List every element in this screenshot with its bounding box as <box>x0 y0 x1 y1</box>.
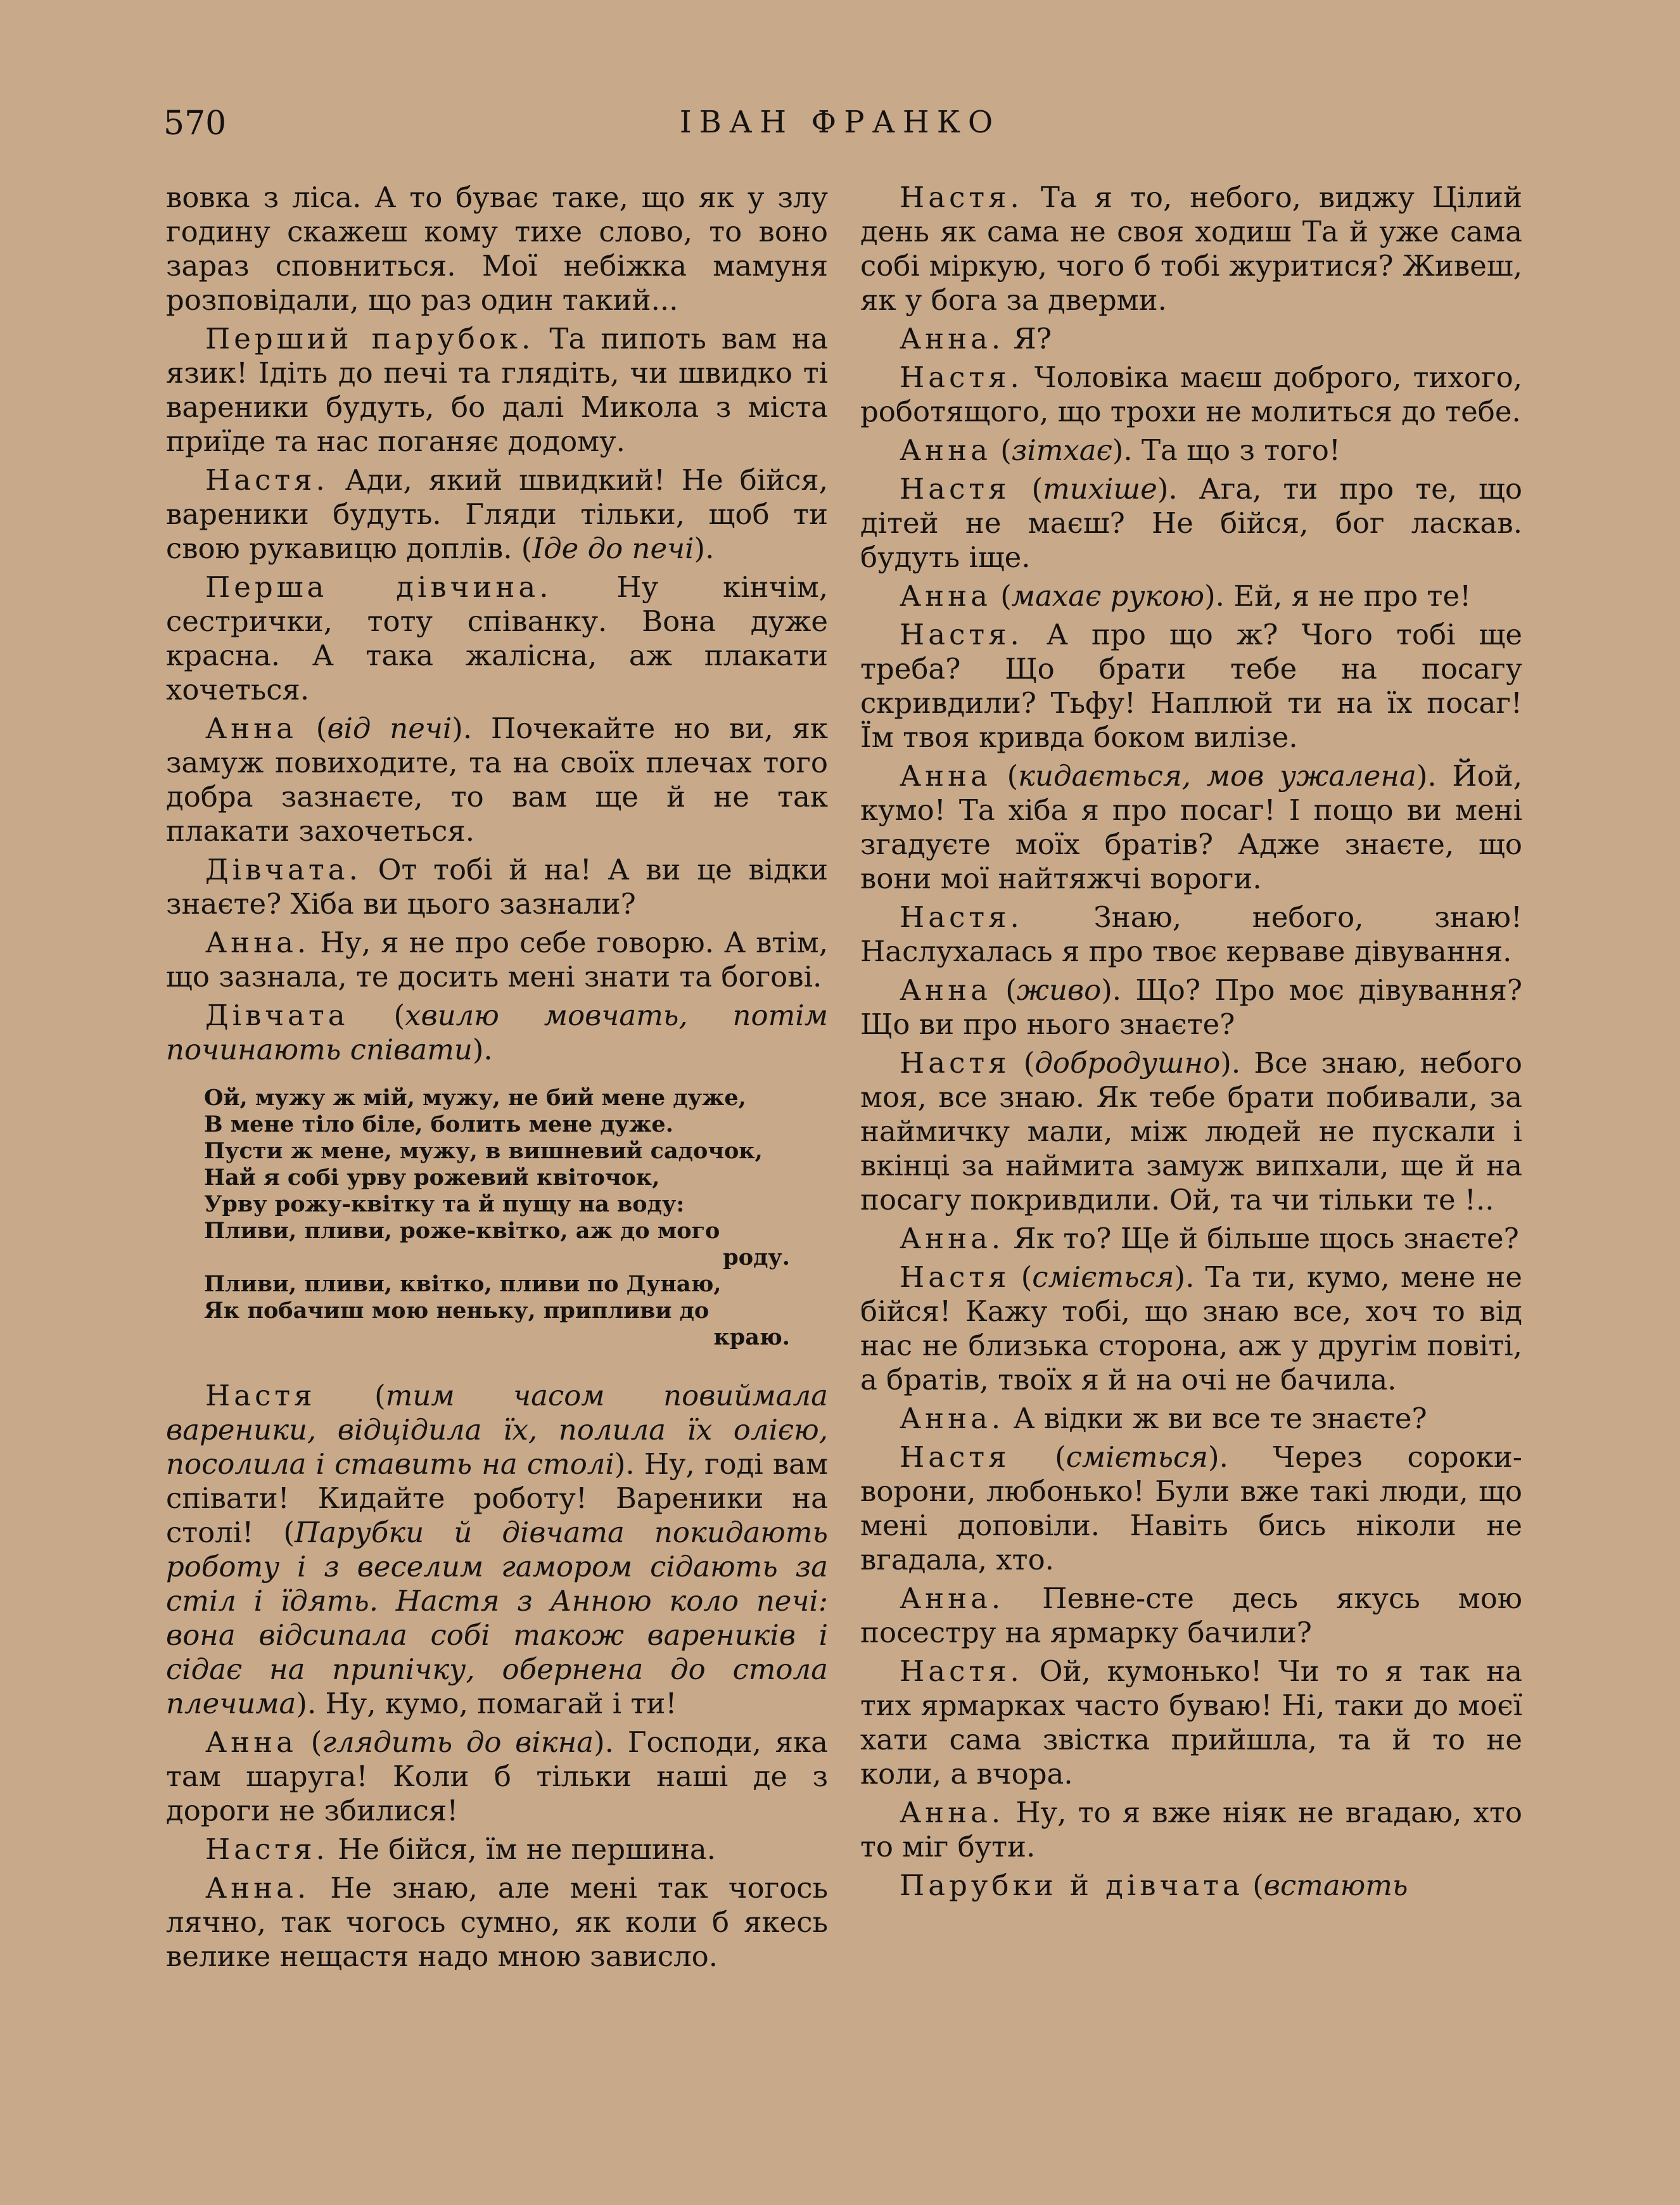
dialogue-paragraph <box>166 712 828 848</box>
dialogue-text: Ну, то я вже ніяк не вгадаю, хто то міг бути. <box>860 1796 1522 1863</box>
dialogue-paragraph <box>166 1725 828 1828</box>
song-line: Пливи, пливи, роже-квітко, аж до мого <box>204 1218 720 1244</box>
dialogue-paragraph <box>860 1582 1522 1650</box>
dialogue-text: ). Через сороки-ворони, любонько! Були вже такі люди, що мені доповіли. Навіть бись ніколи не вгадала, хто. <box>860 1440 1522 1576</box>
dialogue-text: Певне-сте десь якусь мою посестру на ярмарку бачили? <box>860 1582 1522 1649</box>
song-line: роду. <box>723 1244 790 1270</box>
dialogue-text: ( <box>296 712 328 745</box>
dialogue-text: От тобі й на! А ви це відки знаєте? Хіба ви цього зазнали? <box>166 853 828 921</box>
dialogue-text: Як то? Ще й більше щось знаєте? <box>1004 1222 1519 1255</box>
speaker-name: Настя. <box>900 618 1023 651</box>
song-line: В мене тіло біле, болить мене дуже. <box>204 1111 673 1137</box>
page-header <box>0 105 1680 155</box>
dialogue-paragraph <box>860 1654 1522 1791</box>
dialogue-paragraph <box>166 322 828 459</box>
dialogue-text: Чоловіка маєш доброго, тихого, роботящого, що трохи не молиться до тебе. <box>860 361 1522 428</box>
stage-direction: сміється <box>1066 1440 1209 1474</box>
dialogue-text: ( <box>991 579 1012 613</box>
dialogue-text: ). Та що з того! <box>1112 433 1340 467</box>
speaker-name: Перша дівчина. <box>205 570 552 604</box>
stage-direction: сміється <box>1032 1260 1174 1294</box>
stage-direction: махає рукою <box>1011 579 1205 613</box>
speaker-name: Дівчата <box>205 999 349 1032</box>
stage-direction: зітхає <box>1011 433 1112 467</box>
song-line: Най я собі урву рожевий квіточок, <box>204 1165 660 1191</box>
dialogue-text: ). Ага, ти про те, що дітей не маєш? Не бійся, бог ласкав. будуть іще. <box>860 472 1522 574</box>
speaker-name: Настя <box>900 1440 1010 1474</box>
dialogue-text: Та пипоть вам на язик! Ідіть до печі та глядіть, чи швидко ті вареники будуть, бо далі Микола з міста приїде та нас поганяє додому. <box>166 322 829 458</box>
dialogue-paragraph <box>166 570 828 707</box>
dialogue-paragraph <box>860 579 1522 613</box>
dialogue-paragraph <box>166 1871 828 1974</box>
dialogue-paragraph <box>860 361 1522 429</box>
stage-direction: глядить до вікна <box>322 1725 594 1759</box>
speaker-name: Настя <box>900 1046 1010 1080</box>
song-line: Урву рожу-квітку та й пущу на воду: <box>204 1191 685 1217</box>
running-title: ІВАН ФРАНКО <box>679 105 1001 140</box>
dialogue-text: Ну кінчім, сестрички, тоту співанку. Вона дуже красна. А така жалісна, аж плакати хочеться. <box>166 570 829 706</box>
dialogue-text: Ну, я не про себе говорю. А втім, що зазнала, те досить мені знати та богові. <box>166 926 828 994</box>
speaker-name: Анна. <box>900 1796 1005 1829</box>
speaker-name: Настя. <box>900 900 1023 934</box>
dialogue-text: ( <box>1010 1260 1033 1294</box>
stage-direction: живо <box>1016 973 1102 1007</box>
dialogue-text: ( <box>991 759 1019 793</box>
dialogue-text: ). <box>694 532 715 565</box>
dialogue-paragraph <box>166 1832 828 1867</box>
speaker-name: Анна. <box>205 1871 310 1905</box>
speaker-name: Анна <box>205 1725 297 1759</box>
dialogue-text: Ой, кумонько! Чи то я так на тих ярмарках часто буваю! Ні, таки до моєї хати сама звістка прийшла, та й то не коли, а вчора. <box>860 1654 1522 1791</box>
dialogue-text: ( <box>1010 1046 1035 1080</box>
dialogue-paragraph <box>860 1796 1522 1864</box>
song-verse <box>204 1085 828 1351</box>
dialogue-text: вовка з ліса. А то буває таке, що як у злу годину скажеш кому тихе слово, то воно зараз сповниться. Мої небіжка мамуня розповідали, що раз один такий... <box>166 181 828 317</box>
dialogue-text: ). Ну, кумо, помагай і ти! <box>296 1687 677 1720</box>
dialogue-text: ). Ей, я не про те! <box>1204 579 1472 613</box>
dialogue-text: ). Що? Про моє дівування? Що ви про нього знаєте? <box>860 973 1522 1041</box>
dialogue-paragraph <box>860 900 1522 969</box>
dialogue-text: Знаю, небого, знаю! Наслухалась я про твоє керваве дівування. <box>860 900 1522 968</box>
dialogue-text: А відки ж ви все те знаєте? <box>1004 1402 1427 1435</box>
dialogue-paragraph <box>166 181 828 317</box>
dialogue-paragraph <box>860 618 1522 755</box>
speaker-name: Перший парубок. <box>205 322 535 355</box>
dialogue-text: ). Та ти, кумо, мене не бійся! Кажу тобі, що знаю все, хоч то від нас не близька сторона, аж у другім повіті, а братів, твоїх я й на очі не бачила. <box>860 1260 1522 1396</box>
stage-direction: Парубки й дівчата покидають роботу і з веселим гамором сідають за стіл і їдять. Настя з Анною коло печі: вона відсипала собі також вареників і сідає на припічку, обернена до стола плечима <box>166 1516 828 1720</box>
dialogue-text: ). Йой, кумо! Та хіба я про посаг! І пощо ви мені згадуєте моїх братів? Адже знаєте, що вони мої найтяжчі вороги. <box>860 759 1522 895</box>
speaker-name: Анна <box>900 759 991 793</box>
dialogue-text: ( <box>1243 1869 1264 1902</box>
dialogue-text: ( <box>1010 1440 1066 1474</box>
dialogue-paragraph <box>860 759 1522 896</box>
speaker-name: Настя. <box>900 361 1023 394</box>
speaker-name: Анна. <box>900 1582 1005 1615</box>
dialogue-paragraph <box>860 1869 1522 1903</box>
speaker-name: Настя. <box>205 1832 329 1866</box>
dialogue-text: Ади, який швидкий! Не бійся, вареники будуть. Гляди тільки, щоб ти свою рукавицю доплів. ( <box>166 463 828 565</box>
dialogue-text: ). Ну, годі вам співати! Кидайте роботу! Вареники на столі! ( <box>166 1447 828 1549</box>
dialogue-text: ). Все знаю, небого моя, все знаю. Як тебе брати побивали, за наймичку мали, між людей не пускали і вкінці за наймита замуж випхали, ще й на посагу покривдили. Ой, та чи тільки те !.. <box>860 1046 1522 1217</box>
speaker-name: Настя. <box>900 181 1023 214</box>
stage-direction: встають <box>1263 1869 1408 1902</box>
speaker-name: Настя. <box>205 463 329 497</box>
dialogue-text: ( <box>1010 472 1043 506</box>
dialogue-paragraph <box>166 926 828 994</box>
right-column <box>860 181 1522 1907</box>
song-line: Ой, мужу ж мій, мужу, не бий мене дуже, <box>204 1085 746 1111</box>
dialogue-paragraph <box>860 973 1522 1042</box>
dialogue-text: ). Господи, яка там шаруга! Коли б тільки наші де з дороги не збилися! <box>166 1725 828 1827</box>
speaker-name: Анна. <box>900 322 1005 355</box>
song-line: краю. <box>713 1324 790 1350</box>
song-line: Пливи, пливи, квітко, пливи по Дунаю, <box>204 1271 722 1297</box>
dialogue-paragraph <box>860 1260 1522 1397</box>
dialogue-text: Не знаю, але мені так чогось лячно, так чогось сумно, як коли б якесь велике нещастя надо мною зависло. <box>166 1871 828 1973</box>
dialogue-text: Я? <box>1004 322 1052 355</box>
dialogue-text: ( <box>991 973 1017 1007</box>
dialogue-paragraph <box>860 322 1522 356</box>
dialogue-paragraph <box>860 1046 1522 1217</box>
speaker-name: Анна. <box>205 926 310 959</box>
speaker-name: Дівчата. <box>205 853 362 886</box>
dialogue-paragraph <box>860 472 1522 575</box>
page-number: 570 <box>163 105 227 143</box>
speaker-name: Настя <box>205 1379 316 1412</box>
dialogue-paragraph <box>860 433 1522 468</box>
speaker-name: Настя <box>900 1260 1010 1294</box>
dialogue-paragraph <box>166 463 828 566</box>
stage-direction: кидається, мов ужалена <box>1018 759 1416 793</box>
speaker-name: Анна <box>205 712 297 745</box>
speaker-name: Настя. <box>900 1654 1023 1688</box>
speaker-name: Анна. <box>900 1222 1005 1255</box>
stage-direction: Іде до печі <box>532 532 694 565</box>
dialogue-text: ). Почекайте но ви, як замуж повиходите, та на своїх плечах того добра зазнаєте, то вам ще й не так плакати захочеться. <box>166 712 829 848</box>
dialogue-text: ). <box>472 1033 493 1066</box>
dialogue-text: ( <box>348 999 405 1032</box>
song-line: Пусти ж мене, мужу, в вишневий садочок, <box>204 1138 763 1164</box>
speaker-name: Анна <box>900 579 991 613</box>
speaker-name: Парубки й дівчата <box>900 1869 1244 1902</box>
speaker-name: Настя <box>900 472 1010 506</box>
song-line: Як побачиш мою неньку, припливи до <box>204 1298 710 1324</box>
dialogue-paragraph <box>166 1379 828 1721</box>
dialogue-text: ( <box>991 433 1012 467</box>
dialogue-paragraph <box>166 999 828 1067</box>
speaker-name: Анна <box>900 973 991 1007</box>
stage-direction: тихіше <box>1043 472 1157 506</box>
dialogue-paragraph <box>166 853 828 921</box>
left-column <box>166 181 828 1978</box>
dialogue-paragraph <box>860 181 1522 317</box>
dialogue-paragraph <box>860 1440 1522 1577</box>
speaker-name: Анна <box>900 433 991 467</box>
stage-direction: хвилю мовчать, потім починають співати <box>166 999 828 1066</box>
stage-direction: тим часом повиймала вареники, відцідила їх, полила їх олією, посолила і ставить на столі <box>166 1379 828 1481</box>
dialogue-text: Не бійся, їм не першина. <box>328 1832 716 1866</box>
dialogue-paragraph <box>860 1402 1522 1436</box>
dialogue-text: ( <box>296 1725 322 1759</box>
dialogue-text: Та я то, небого, виджу Цілий день як сама не своя ходиш Та й уже сама собі міркую, чого б тобі журитися? Живеш, як у бога за дверми. <box>860 181 1522 317</box>
dialogue-text: А про що ж? Чого тобі ще треба? Що брати тебе на посагу скривдили? Тьфу! Наплюй ти на їх посаг! Їм твоя кривда боком вилізе. <box>860 618 1522 754</box>
dialogue-text: ( <box>315 1379 386 1412</box>
speaker-name: Анна. <box>900 1402 1005 1435</box>
stage-direction: добродушно <box>1034 1046 1221 1080</box>
dialogue-paragraph <box>860 1222 1522 1256</box>
stage-direction: від печі <box>327 712 452 745</box>
